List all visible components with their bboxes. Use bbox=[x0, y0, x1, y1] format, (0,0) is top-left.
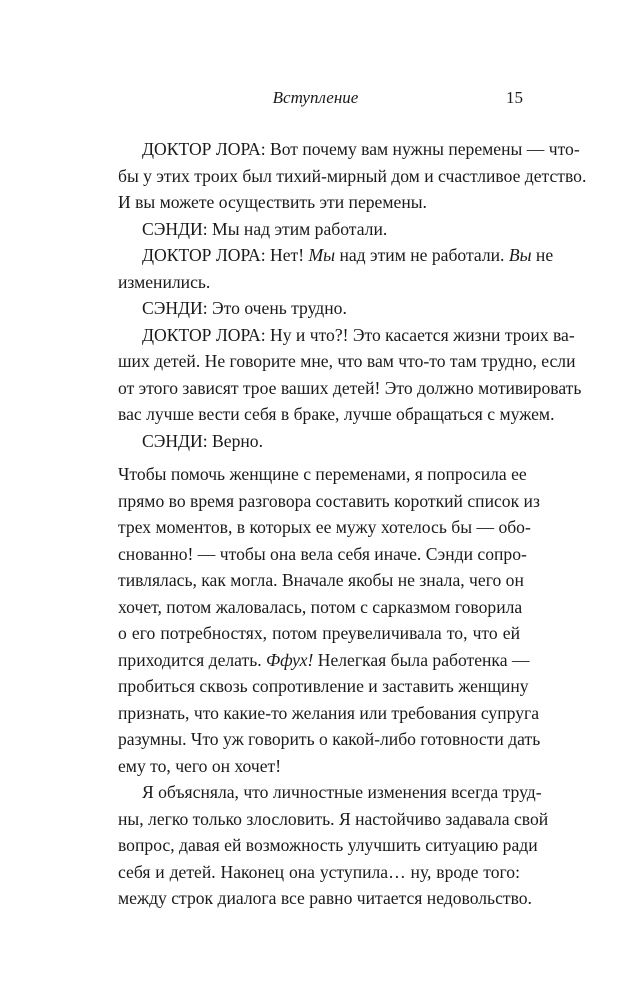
dialogue-line: ДОКТОР ЛОРА: Вот почему вам нужны перемены — что- bbox=[142, 139, 580, 159]
dialogue-text: не bbox=[531, 245, 554, 265]
dialogue-line: от этого зависят трое ваших детей! Это должно мотивировать bbox=[118, 377, 582, 398]
paragraph-line bbox=[118, 647, 530, 674]
dialogue-line: изменились. bbox=[118, 271, 211, 292]
paragraph-line: трех моментов, в которых ее мужу хотелось бы — обо- bbox=[118, 517, 531, 537]
dialogue-line: СЭНДИ: Верно. bbox=[142, 430, 263, 451]
dialogue-line: вас лучше вести себя в браке, лучше обращаться с мужем. bbox=[118, 404, 555, 424]
emphasis-text: Ффух! bbox=[266, 649, 314, 670]
paragraph-line: признать, что какие-то желания или требования супруга bbox=[118, 702, 540, 723]
paragraph-line: снованно! — чтобы она вела себя иначе. Сэнди сопро- bbox=[118, 543, 527, 564]
paragraph-text: приходится делать. bbox=[118, 649, 267, 670]
page-number: 15 bbox=[506, 88, 523, 107]
section-title: Вступление bbox=[272, 88, 359, 107]
paragraph-line: между строк диалога все равно читается недовольство. bbox=[118, 888, 532, 908]
paragraph-line: тивлялась, как могла. Вначале якобы не знала, чего он bbox=[118, 570, 524, 590]
paragraph-line: пробиться сквозь сопротивление и заставить женщину bbox=[118, 676, 529, 696]
dialogue-line bbox=[118, 242, 554, 269]
dialogue-line: ших детей. Не говорите мне, что вам что-то там трудно, если bbox=[118, 351, 576, 371]
dialogue-line: ДОКТОР ЛОРА: Ну и что?! Это касается жизни троих ва- bbox=[142, 324, 575, 345]
narrative-block bbox=[118, 461, 549, 912]
running-head bbox=[0, 88, 631, 114]
dialogue-line: СЭНДИ: Мы над этим работали. bbox=[142, 218, 388, 239]
paragraph-text: Нелегкая была работенка — bbox=[313, 649, 530, 670]
paragraph-line: разумны. Что уж говорить о какой-либо готовности дать bbox=[118, 729, 541, 749]
paragraph-line: ему то, чего он хочет! bbox=[118, 755, 282, 776]
paragraph-line: хочет, потом жаловалась, потом с сарказмом говорила bbox=[118, 596, 523, 617]
paragraph-line: о его потребностях, потом преувеличивала то, что ей bbox=[118, 623, 520, 643]
paragraph-line: прямо во время разговора составить короткий список из bbox=[118, 490, 540, 511]
emphasis-text: Вы bbox=[508, 245, 532, 265]
emphasis-text: Мы bbox=[308, 245, 336, 265]
dialogue-block bbox=[118, 136, 587, 454]
dialogue-text: ДОКТОР ЛОРА: Нет! bbox=[142, 245, 309, 265]
paragraph-line: вопрос, давая ей возможность улучшить ситуацию ради bbox=[118, 835, 538, 855]
paragraph-line: Чтобы помочь женщине с переменами, я попросила ее bbox=[118, 464, 527, 484]
dialogue-line: бы у этих троих был тихий-мирный дом и счастливое детство. bbox=[118, 165, 587, 186]
paragraph-line: себя и детей. Наконец она уступила… ну, вроде того: bbox=[118, 861, 520, 882]
dialogue-line: И вы можете осуществить эти перемены. bbox=[118, 192, 427, 212]
dialogue-text: над этим не работали. bbox=[335, 245, 509, 265]
paragraph-line: Я объясняла, что личностные изменения всегда труд- bbox=[142, 782, 542, 802]
dialogue-line: СЭНДИ: Это очень трудно. bbox=[142, 298, 347, 318]
paragraph-line: ны, легко только злословить. Я настойчиво задавала свой bbox=[118, 808, 549, 829]
